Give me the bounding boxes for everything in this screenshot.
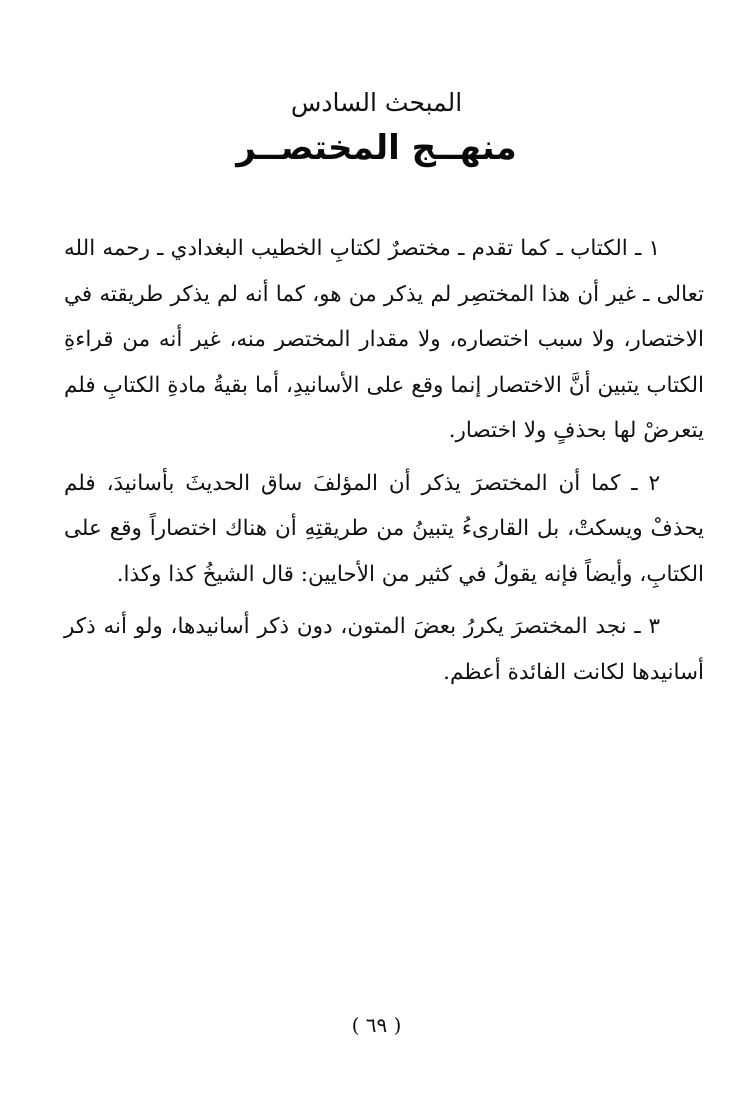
paragraph-3: ٣ ـ نجد المختصرَ يكررُ بعضَ المتون، دون ذكر أسانيدها، ولو أنه ذكر أسانيدها لكانت الفائدة أعظم. <box>64 614 704 685</box>
paragraph-1: ١ ـ الكتاب ـ كما تقدم ـ مختصرٌ لكتابِ الخطيب البغدادي ـ رحمه الله تعالى ـ غير أن هذا المختصِر لم يذكر من هو، كما أنه لم يذكر طريقته في الاختصار، ولا سبب اختصاره، ولا مقدار المختصر منه، غير أنه من قراءةِ الكتاب يتبين أنَّ الاختصار إنما وقع على الأسانيدِ، أما بقيةُ مادةِ الكتابِ فلم يتعرضْ لها بحذفٍ ولا اختصار. <box>64 236 704 443</box>
chapter-title: منهــج المختصــر <box>236 128 517 168</box>
paragraph-2: ٢ ـ كما أن المختصرَ يذكر أن المؤلفَ ساق الحديثَ بأسانيدَ، فلم يحذفْ ويسكتْ، بل القارىءُ يتبينُ من طريقتِهِ أن هناك اختصاراً وقع على الكتابِ، وأيضاً فإنه يقولُ في كثير من الأحايين: قال الشيخُ كذا وكذا. <box>64 470 704 587</box>
page-number: ( ٦٩ ) <box>351 1013 402 1037</box>
body-text <box>64 226 704 702</box>
section-label: المبحث السادس <box>290 88 463 117</box>
